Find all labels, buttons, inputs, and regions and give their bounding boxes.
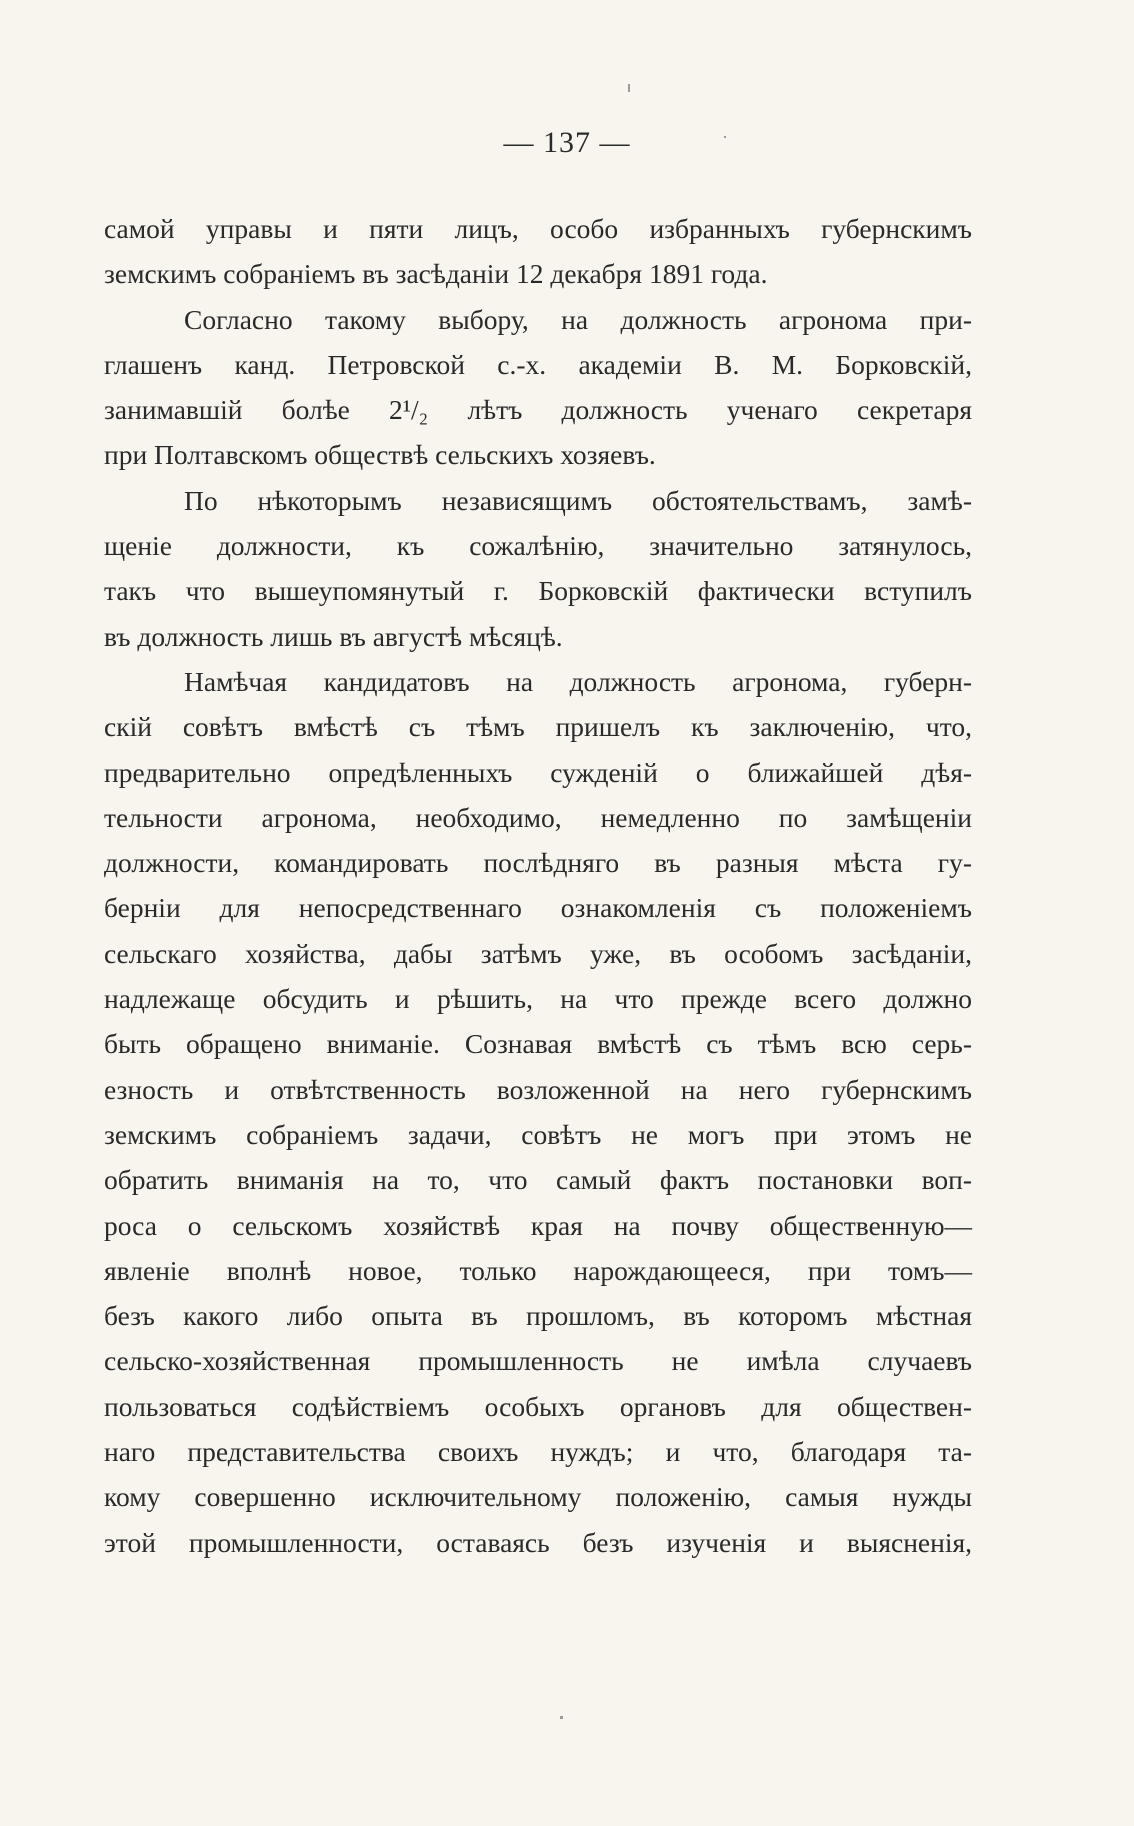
text-line: должности, командировать послѣдняго въ разныя мѣста гу- [104, 847, 972, 879]
page-number: — 137 — [503, 126, 631, 159]
text-line: земскимъ собраніемъ задачи, совѣтъ не могъ при этомъ не [104, 1118, 972, 1150]
text-line: обратить вниманія на то, что самый фактъ постановки воп- [104, 1164, 972, 1196]
text-line: щеніе должности, къ сожалѣнію, значительно затянулось, [104, 530, 972, 562]
text-line: По нѣкоторымъ независящимъ обстоятельствамъ, замѣ- [184, 484, 972, 516]
body-text [104, 206, 972, 1565]
text-line: берніи для непосредственнаго ознакомленія съ положеніемъ [104, 892, 972, 924]
text-line: роса о сельскомъ хозяйствѣ края на почву общественную— [104, 1209, 972, 1241]
text-line: быть обращено вниманіе. Сознавая вмѣстѣ съ тѣмъ всю серь- [104, 1028, 972, 1060]
text-line: безъ какого либо опыта въ прошломъ, въ которомъ мѣстная [104, 1300, 972, 1332]
text-line: въ должность лишь въ августѣ мѣсяцѣ. [104, 620, 563, 652]
paper-speck [724, 136, 726, 138]
text-line: занимавшій болѣе 2¹/₂ лѣтъ должность ученаго секретаря [104, 394, 972, 426]
text-line: кому совершенно исключительному положенію, самыя нужды [104, 1481, 972, 1513]
text-line: езность и отвѣтственность возложенной на него губернскимъ [104, 1073, 972, 1105]
text-line: глашенъ канд. Петровской с.-х. академіи В. М. Борковскій, [104, 348, 972, 380]
text-line: тельности агронома, необходимо, немедленно по замѣщеніи [104, 801, 972, 833]
text-line: этой промышленности, оставаясь безъ изученія и выясненія, [104, 1526, 972, 1558]
text-line: явленіе вполнѣ новое, только нарождающееся, при томъ— [104, 1254, 972, 1286]
text-line: самой управы и пяти лицъ, особо избранныхъ губернскимъ [104, 213, 972, 244]
text-line: скій совѣтъ вмѣстѣ съ тѣмъ пришелъ къ заключенію, что, [104, 711, 972, 743]
text-line: сельско-хозяйственная промышленность не имѣла случаевъ [104, 1345, 972, 1377]
text-line: предварительно опредѣленныхъ сужденій о ближайшей дѣя- [104, 756, 972, 788]
text-line: при Полтавскомъ обществѣ сельскихъ хозяевъ. [104, 439, 656, 471]
text-line: Намѣчая кандидатовъ на должность агронома, губерн- [184, 665, 972, 697]
text-line: такъ что вышеупомянутый г. Борковскій фактически вступилъ [104, 575, 972, 607]
text-line: сельскаго хозяйства, дабы затѣмъ уже, въ особомъ засѣданіи, [104, 937, 972, 969]
text-line: земскимъ собраніемъ въ засѣданіи 12 декабря 1891 года. [104, 258, 768, 290]
paper-speck [628, 84, 630, 92]
text-line: пользоваться содѣйствіемъ особыхъ органовъ для обществен- [104, 1390, 972, 1422]
text-line: Согласно такому выбору, на должность агронома при- [184, 303, 972, 335]
paper-speck [560, 1716, 563, 1719]
text-line: наго представительства своихъ нуждъ; и что, благодаря та- [104, 1436, 972, 1468]
text-line: надлежаще обсудить и рѣшить, на что прежде всего должно [104, 983, 972, 1015]
